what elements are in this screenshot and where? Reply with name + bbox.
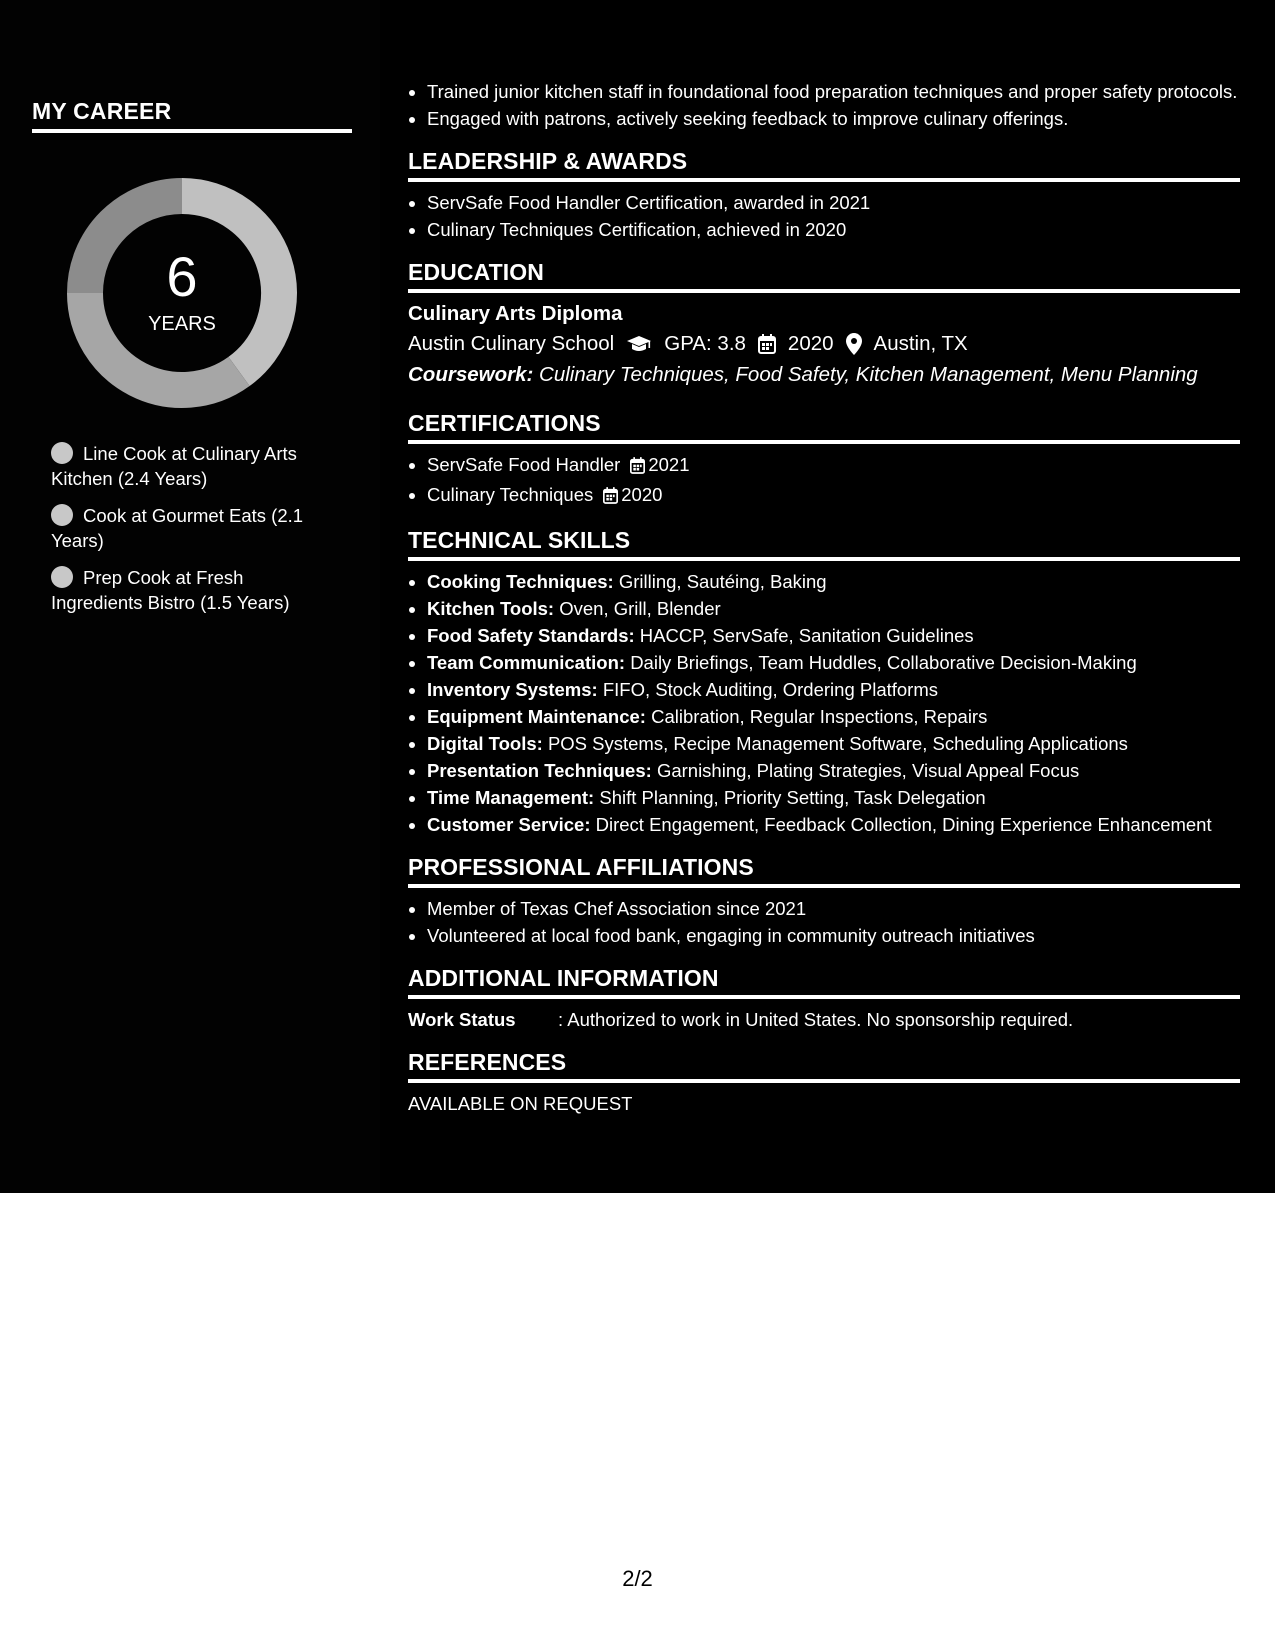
donut-total-years: 6 [166, 245, 198, 308]
references-text: AVAILABLE ON REQUEST [408, 1093, 633, 1114]
skill-label: Customer Service: [427, 814, 591, 835]
education-school: Austin Culinary School [408, 332, 615, 355]
skill-value: Grilling, Sautéing, Baking [618, 571, 827, 592]
skill-value: HACCP, ServSafe, Sanitation Guidelines [639, 625, 974, 646]
career-list [32, 441, 352, 615]
skill-label: Team Communication: [427, 652, 626, 673]
legend-dot-icon [51, 504, 73, 526]
coursework-label: Coursework: [408, 363, 534, 386]
donut-segment-2 [85, 293, 239, 390]
skill-label: Inventory Systems: [427, 679, 598, 700]
skill-value: Calibration, Regular Inspections, Repairs [651, 706, 988, 727]
experience-bullet: • Engaged with patrons, actively seeking feedback to improve culinary offerings. [427, 105, 1240, 132]
skill-value: Direct Engagement, Feedback Collection, Dining Experience Enhancement [595, 814, 1212, 835]
skill-label: Time Management: [427, 787, 595, 808]
career-donut-chart [66, 177, 298, 409]
certification-name: ServSafe Food Handler [427, 454, 621, 475]
work-status-value: : Authorized to work in United States. No sponsorship required. [558, 1009, 1074, 1030]
education-coursework [408, 359, 1240, 390]
skill-item [427, 568, 1240, 595]
skills-list [408, 568, 1240, 838]
skill-label: Cooking Techniques: [427, 571, 614, 592]
skill-item [427, 649, 1240, 676]
skill-item [427, 595, 1240, 622]
experience-bullets [408, 78, 1240, 132]
career-heading: MY CAREER [32, 98, 352, 133]
calendar-icon [758, 334, 776, 354]
references-heading: REFERENCES [408, 1049, 1240, 1083]
experience-bullet: • Trained junior kitchen staff in foundational food preparation techniques and proper safety protocols. [427, 78, 1240, 105]
work-status-label: Work Status [408, 1009, 516, 1030]
skill-value: Shift Planning, Priority Setting, Task Delegation [599, 787, 986, 808]
skill-value: Oven, Grill, Blender [559, 598, 721, 619]
work-status-row [408, 1006, 1240, 1033]
certification-year: 2020 [621, 484, 663, 505]
additional-info-heading: ADDITIONAL INFORMATION [408, 965, 1240, 999]
skill-item [427, 730, 1240, 757]
education-gpa: GPA: 3.8 [664, 332, 746, 355]
affiliation-item: • Member of Texas Chef Association since 2021 [427, 895, 1240, 922]
sidebar [32, 98, 352, 627]
skill-value: POS Systems, Recipe Management Software, Scheduling Applications [547, 733, 1128, 754]
leadership-heading: LEADERSHIP & AWARDS [408, 148, 1240, 182]
certification-item [427, 481, 1240, 511]
skill-item [427, 622, 1240, 649]
career-item-label: Line Cook at Culinary Arts Kitchen (2.4 Years) [51, 443, 297, 489]
leadership-list [408, 189, 1240, 243]
legend-dot-icon [51, 442, 73, 464]
certification-item [427, 451, 1240, 481]
leadership-item: • ServSafe Food Handler Certification, awarded in 2021 [427, 189, 1240, 216]
education-location: Austin, TX [873, 332, 968, 355]
affiliations-list [408, 895, 1240, 949]
legend-dot-icon [51, 566, 73, 588]
certification-year: 2021 [648, 454, 690, 475]
education-heading: EDUCATION [408, 259, 1240, 293]
skill-item [427, 757, 1240, 784]
skills-heading: TECHNICAL SKILLS [408, 527, 1240, 561]
skill-item [427, 811, 1240, 838]
skill-label: Digital Tools: [427, 733, 543, 754]
skill-value: Daily Briefings, Team Huddles, Collaborative Decision-Making [630, 652, 1137, 673]
main-column [408, 78, 1240, 1117]
education-degree: Culinary Arts Diploma [408, 302, 623, 325]
certifications-list [408, 451, 1240, 511]
skill-item [427, 703, 1240, 730]
skill-value: FIFO, Stock Auditing, Ordering Platforms [602, 679, 939, 700]
career-item [51, 503, 352, 553]
calendar-icon [630, 454, 645, 481]
calendar-icon [603, 484, 618, 511]
career-item [51, 441, 352, 491]
skill-label: Equipment Maintenance: [427, 706, 646, 727]
skill-label: Food Safety Standards: [427, 625, 635, 646]
affiliation-item: • Volunteered at local food bank, engaging in community outreach initiatives [427, 922, 1240, 949]
career-item-label: Prep Cook at Fresh Ingredients Bistro (1.5 Years) [51, 567, 290, 613]
career-item [51, 565, 352, 615]
donut-unit-label: YEARS [148, 313, 216, 335]
education-details [408, 328, 1240, 359]
skill-label: Kitchen Tools: [427, 598, 555, 619]
skill-label: Presentation Techniques: [427, 760, 652, 781]
career-item-label: Cook at Gourmet Eats (2.1 Years) [51, 505, 304, 551]
education-year: 2020 [787, 332, 834, 355]
certification-name: Culinary Techniques [427, 484, 594, 505]
location-pin-icon [846, 333, 862, 355]
leadership-item: • Culinary Techniques Certification, achieved in 2020 [427, 216, 1240, 243]
page-number: 2/2 [622, 1566, 653, 1591]
skill-item [427, 676, 1240, 703]
certifications-heading: CERTIFICATIONS [408, 410, 1240, 444]
skill-item [427, 784, 1240, 811]
skill-value: Garnishing, Plating Strategies, Visual Appeal Focus [656, 760, 1080, 781]
graduation-cap-icon [626, 335, 652, 353]
affiliations-heading: PROFESSIONAL AFFILIATIONS [408, 854, 1240, 888]
coursework-value: Culinary Techniques, Food Safety, Kitchen Management, Menu Planning [539, 363, 1198, 386]
